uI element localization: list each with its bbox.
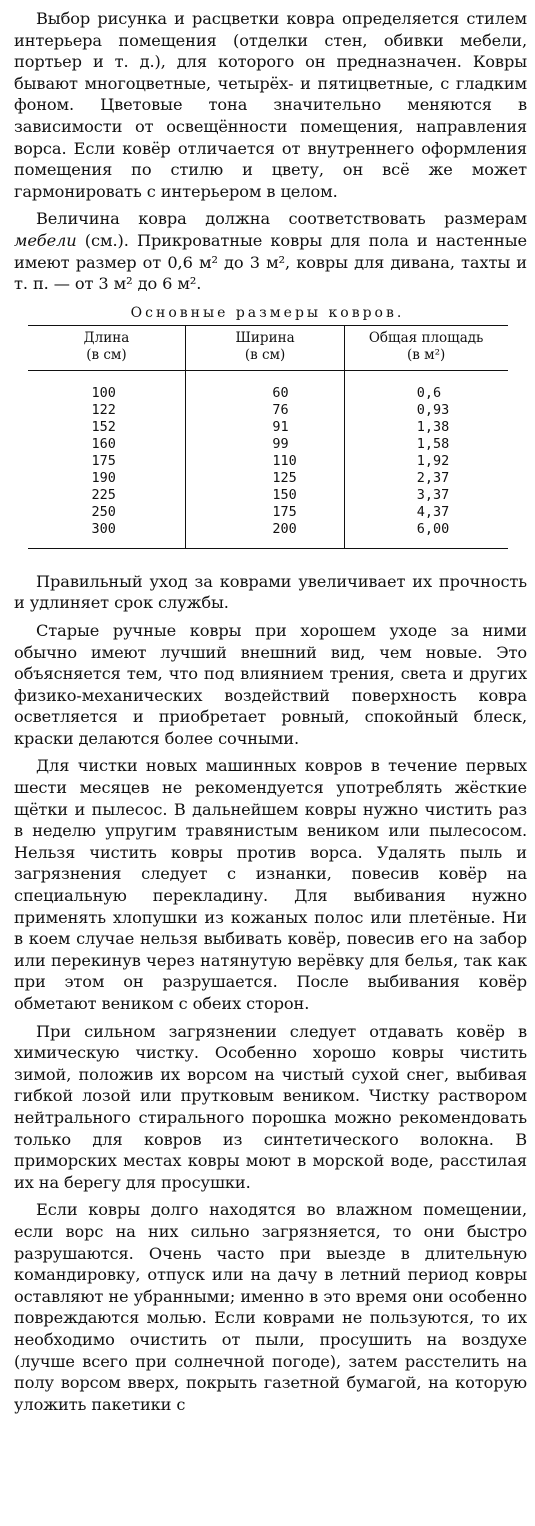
table-row <box>28 419 508 436</box>
paragraph-care: Правильный уход за коврами увеличивает их прочность и удлиняет срок службы. <box>14 571 527 613</box>
cell-length: 152 <box>91 418 116 435</box>
cell-area: 1,92 <box>344 453 507 470</box>
cell-width: 99 <box>186 436 344 453</box>
cell-area: 0,6 <box>344 370 507 402</box>
cell-area: 6,00 <box>344 521 507 549</box>
header-area-label: Общая площадь <box>368 329 484 346</box>
paragraph-carpet-choice: Выбор рисунка и расцветки ковра определяется стилем интерьера помещения (отделки стен, обивки мебели, портьер и т. д.), для которого он предназначен. Ковры бывают многоцветные, четырёх- и пятицветные, с гладким фоном. Цветовые тона значительно меняются в зависимости от освещённости помещения, направления ворса. Если ковёр отличается от внутреннего оформления помещения по стилю и цвету, он всё же может гармонировать с интерьером в целом. <box>14 9 527 201</box>
paragraph-old-carpets: Старые ручные ковры при хорошем уходе за ними обычно имеют лучший внешний вид, чем новые. Это объясняется тем, что под влиянием трения, света и других физико-механических воздействий поверхность ковра осветляется и приобретает ровный, спокойный блеск, краски делаются более сочными. <box>14 620 527 748</box>
table-row <box>28 504 508 521</box>
paragraph-heavy-dirt: При сильном загрязнении следует отдавать ковёр в химическую чистку. Особенно хорошо ковры чистить зимой, положив их ворсом на чистый сухой снег, выбивая гибкой лозой или прутковым веником. Чистку раствором нейтрального стирального порошка можно рекомендовать только для ковров из синтетического волокна. В приморских местах ковры моют в морской воде, расстилая их на берегу для просушки. <box>14 1021 527 1192</box>
table-body <box>28 370 508 548</box>
cell-width: 175 <box>186 504 344 521</box>
header-length <box>28 325 186 370</box>
cell-width: 76 <box>186 402 344 419</box>
header-width-label: Ширина <box>235 329 295 346</box>
cell-area: 3,37 <box>344 487 507 504</box>
cell-area: 1,38 <box>344 419 507 436</box>
header-width <box>186 325 344 370</box>
table-row <box>28 470 508 487</box>
table-row <box>28 402 508 419</box>
header-length-unit: (в см) <box>86 346 127 363</box>
cell-width: 91 <box>186 419 344 436</box>
cell-length: 250 <box>91 503 116 520</box>
cell-area: 4,37 <box>344 504 507 521</box>
cell-length: 225 <box>91 486 116 503</box>
table-row <box>28 453 508 470</box>
cell-width: 110 <box>186 453 344 470</box>
para2-after: (см.). Прикроватные ковры для пола и настенные имеют размер от 0,6 м² до 3 м², ковры для дивана, тахты и т. п. — от 3 м² до 6 м². <box>14 230 527 294</box>
cell-width: 150 <box>186 487 344 504</box>
paragraph-cleaning-new: Для чистки новых машинных ковров в течение первых шести месяцев не рекомендуется употреблять жёсткие щётки и пылесос. В дальнейшем ковры нужно чистить раз в неделю упругим травянистым веником или пылесосом. Нельзя чистить ковры против ворса. Удалять пыль и загрязнения следует с изнанки, повесив ковёр на специальную перекладину. Для выбивания нужно применять хлопушки из кожаных полос или плетёные. Ни в коем случае нельзя выбивать ковёр, повесив его на забор или перекинув через натянутую верёвку для белья, так как при этом он разрушается. После выбивания ковёр обметают веником с обеих сторон. <box>14 756 527 1013</box>
header-area <box>344 325 507 370</box>
cell-width: 60 <box>186 370 344 402</box>
para2-before: Величина ковра должна соответствовать размерам <box>36 209 527 229</box>
cell-length: 300 <box>28 521 186 549</box>
table-row <box>28 487 508 504</box>
header-area-unit: (в м²) <box>406 346 446 363</box>
header-length-label: Длина <box>83 329 130 346</box>
cell-length: 100 <box>91 384 116 401</box>
cell-length: 122 <box>91 401 116 418</box>
cell-width: 200 <box>186 521 344 549</box>
table-title: Основные размеры ковров. <box>130 304 405 321</box>
cell-length: 175 <box>91 452 116 469</box>
header-width-unit: (в см) <box>244 346 286 363</box>
cell-length: 190 <box>91 469 116 486</box>
table-row <box>28 436 508 453</box>
paragraph-carpet-size <box>0 208 535 294</box>
table-row <box>28 521 508 549</box>
paragraph-storage: Если ковры долго находятся во влажном помещении, если ворс на них сильно загрязняется, то они быстро разрушаются. Очень часто при выезде в длительную командировку, отпуск или на дачу в летний период ковры оставляют не убранными; именно в это время они особенно повреждаются молью. Если коврами не пользуются, то их необходимо очистить от пыли, просушить на воздухе (лучше всего при солнечной погоде), затем расстелить на полу ворсом вверх, покрыть газетной бумагой, на которую уложить пакетики с <box>14 1200 527 1414</box>
cell-width: 125 <box>186 470 344 487</box>
cell-length: 160 <box>91 435 116 452</box>
table-header-row <box>28 325 508 370</box>
table-row <box>28 370 508 402</box>
cell-area: 2,37 <box>344 470 507 487</box>
para2-italic-ref: мебели <box>14 230 77 250</box>
carpet-sizes-table <box>28 325 508 549</box>
cell-area: 1,58 <box>344 436 507 453</box>
cell-area: 0,93 <box>344 402 507 419</box>
